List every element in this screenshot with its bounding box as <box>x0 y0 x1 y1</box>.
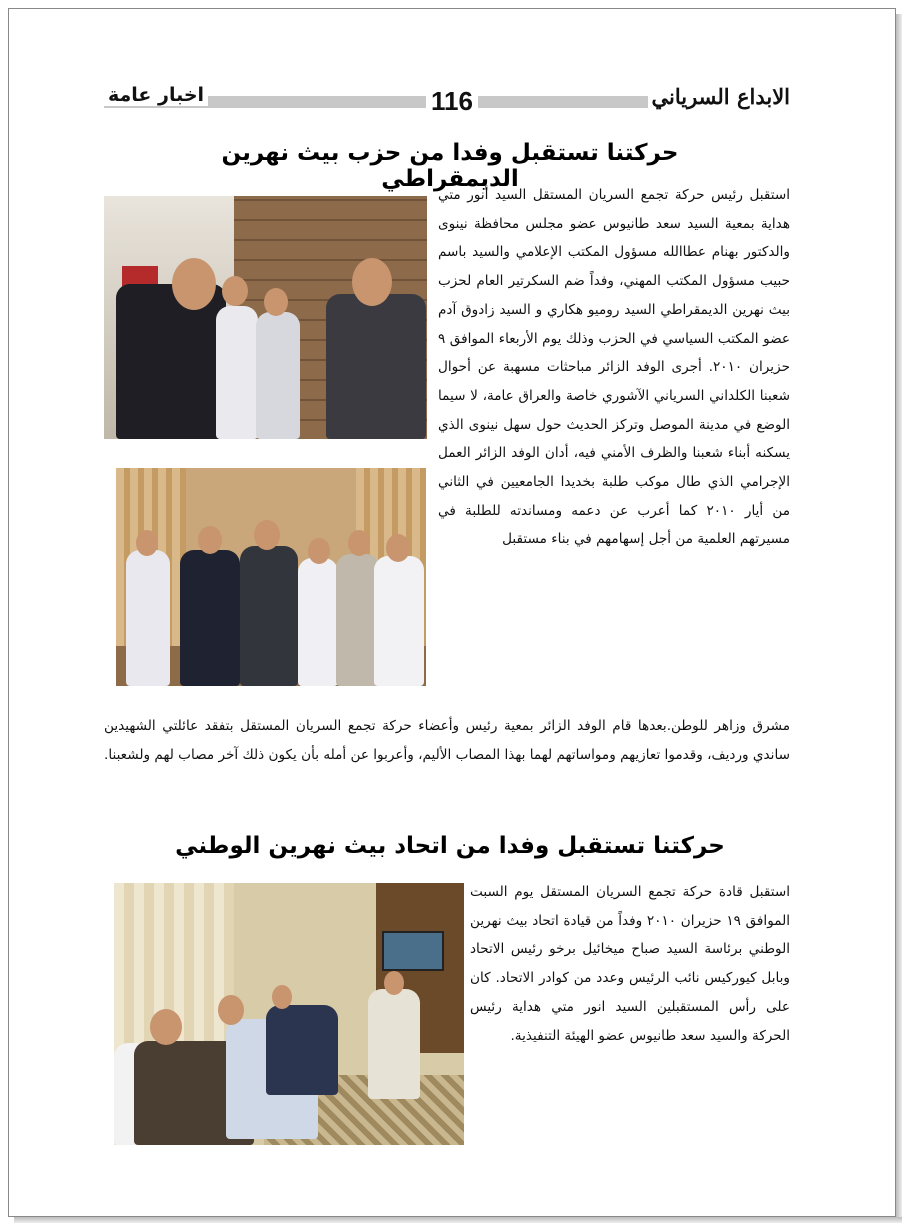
page-shadow-bottom <box>14 1217 902 1223</box>
section-name: اخبار عامة <box>104 84 208 106</box>
article1-body-bottom: مشرق وزاهر للوطن.بعدها قام الوفد الزائر بمعية رئيس وأعضاء حركة تجمع السريان المستقل بتفقد عائلتي الشهيدين ساندي ورديف، وقدموا تعازيهم ومواساتهم لهما بهذا المصاب الأليم، وأعربوا عن أمله بأن يكون ذلك آخر مصاب لهم ولشعبنا. <box>104 718 790 763</box>
article2-photo-meeting <box>114 883 464 1145</box>
article1-body-top: استقبل رئيس حركة تجمع السريان المستقل السيد أنور متي هداية بمعية السيد سعد طانيوس عضو مجلس محافظة نينوى والدكتور بهنام عطاالله مسؤول المكتب الإعلامي والسيد باسم حبيب مسؤول المكتب المهني، وفداً ضم السكرتير العام لحزب بيث نهرين الديمقراطي السيد روميو هكاري و السيد زادوق آدم عضو المكتب السياسي في الحزب وذلك يوم الأربعاء الموافق ٩ حزيران ٢٠١٠. أجرى الوفد الزائر مباحثات مسهبة عن أحوال شعبنا الكلداني السرياني الآشوري خاصة والعراق عامة، لا سيما الوضع في مدينة الموصل وتركز الحديث حول سهل نينوى الذي يسكنه أبناء شعبنا والظرف الأمني فيه، أدان الوفد الزائر العمل الإجرامي الذي طال موكب طلبة بخديدا الجامعيين في الثاني من أيار ٢٠١٠ كما أعرب عن دعمه ومساندته للطلبة في مسيرتهم العلمية من أجل إسهامهم في بناء مستقبل <box>438 187 790 548</box>
article1-title: حركتنا تستقبل وفدا من حزب بيث نهرين الديمقراطي <box>221 140 679 192</box>
page-header <box>104 86 794 120</box>
article2-title: حركتنا تستقبل وفدا من اتحاد بيث نهرين الوطني <box>175 833 725 859</box>
page-shadow-right <box>896 14 902 1223</box>
article2-body: استقبل قادة حركة تجمع السريان المستقل يوم السبت الموافق ١٩ حزيران ٢٠١٠ وفداً من قيادة اتحاد بيث نهرين الوطني برئاسة السيد صباح ميخائيل برخو رئيس الاتحاد وبابل كيوركيس نائب الرئيس وعدد من كوادر الاتحاد. كان على رأس المستقبلين السيد انور متي هداية رئيس الحركة والسيد سعد طانيوس عضو الهيئة التنفيذية. <box>470 884 790 1044</box>
page-number: 116 <box>426 86 478 117</box>
article1-photo-group <box>116 468 426 686</box>
magazine-name: الابداع السرياني <box>648 84 795 109</box>
article1-photo-corridor <box>104 196 427 439</box>
